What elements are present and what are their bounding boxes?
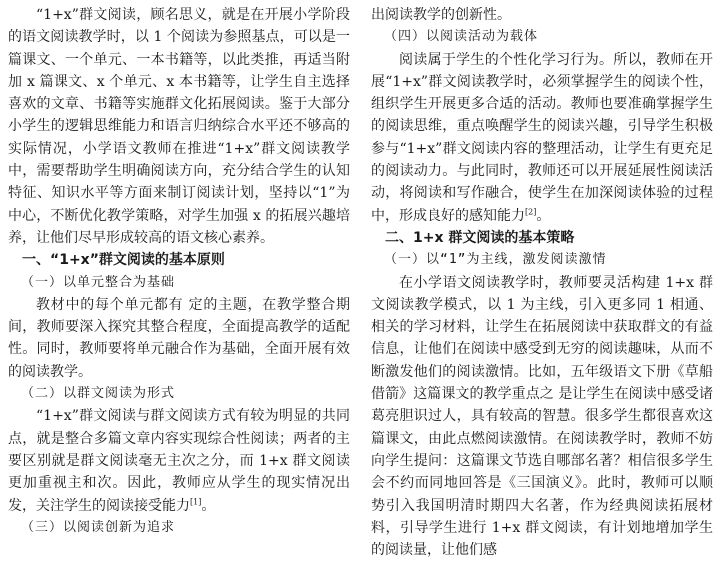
text: 教材中的每个单元都有 定的主题，在教学整合期间，教师要深入探究其整合程度，全面提高教学的适配性。同时，教师要将单元融合作为基础，全面开展有效的阅读教学。	[8, 296, 350, 380]
body-paragraph	[8, 4, 350, 249]
subsection-heading	[371, 249, 713, 271]
text-tail: 。	[536, 207, 551, 224]
text: 阅读属于学生的个性化学习行为。所以，教师在开展“1+x”群文阅读教学时，必须掌握学生的阅读个性，组织学生开展更多合适的活动。教师也要准确掌握学生的阅读思维，重点唤醒学生的阅读兴趣，引导学生积极参与“1+x”群文阅读内容的整理活动，让学生有更充足的阅读动力。与此同时，教师还可以开展延展性阅读活动，将阅读和写作融合，使学生在加深阅读体验的过程中，形成良好的感知能力	[371, 51, 713, 224]
text: （二）以群文阅读为形式	[21, 386, 176, 402]
text: 一、“1+x”群文阅读的基本原则	[22, 252, 225, 269]
text-tail: 。	[201, 497, 216, 514]
subsection-heading	[8, 383, 350, 405]
subsection-heading	[8, 517, 350, 539]
citation-marker: [1]	[190, 496, 202, 506]
body-paragraph	[8, 294, 350, 383]
text: （一）以单元整合为基础	[21, 274, 176, 290]
text: （一）以“1”为主线，激发阅读激情	[384, 252, 607, 268]
text: 出阅读教学的创新性。	[371, 7, 511, 23]
subsection-heading	[371, 26, 713, 48]
body-paragraph	[371, 272, 713, 561]
text: 在小学语文阅读教学时，教师要灵活构建 1+x 群文阅读教学模式，以 1 为主线，引入更多同 1 相通、相关的学习材料，让学生在拓展阅读中获取群文的有益信息，让他们在阅读中感受到无穷的阅读趣味，从而不断激发他们的阅读激情。比如，五年级语文下册《草船借箭》这篇课文的教学重点之 是让学生在阅读中感受诸葛亮胆识过人，具有较高的智慧。很多学生都很喜欢这篇课文，由此点燃阅读激情。在阅读教学时，教师不妨向学生提问：这篇课文节选自哪部名著？相信很多学生会不约而同地回答是《三国演义》。此时，教师可以顺势引入我国明清时期四大名著，作为经典阅读拓展材料，引导学生进行 1+x 群文阅读，有计划地增加学生的阅读量，让他们感	[371, 274, 713, 559]
left-column	[8, 4, 350, 539]
text: （四）以阅读活动为载体	[384, 29, 539, 45]
right-column	[371, 4, 713, 561]
citation-marker: [2]	[525, 207, 537, 217]
text: 二、1+x 群文阅读的基本策略	[385, 229, 575, 246]
section-heading	[371, 227, 713, 249]
body-paragraph	[8, 405, 350, 516]
section-heading	[8, 249, 350, 271]
text: “1+x”群文阅读，顾名思义，就是在开展小学阶段的语文阅读教学时，以 1 个阅读为参照基点，可以是一篇课文、一个单元、一本书籍等，以此类推，再适当附加 x 篇课文、x 个单元、x 本书籍等，让学生自主选择喜欢的文章、书籍等实施群文化拓展阅读。鉴于大部分小学生的逻辑思维能力和语言归纳综合水平还不够高的实际情况，小学语文教师在推进“1+x”群文阅读教学中，需要帮助学生明确阅读方向，充分结合学生的认知特征、知识水平等方面来制订阅读计划，坚持以“1”为中心，不断优化教学策略，对学生加强 x 的拓展兴趣培养，让他们尽早形成较高的语文核心素养。	[8, 7, 350, 246]
subsection-heading	[8, 272, 350, 294]
text: “1+x”群文阅读与群文阅读方式有较为明显的共同点，就是整合多篇文章内容实现综合性阅读；两者的主要区别就是群文阅读毫无主次之分，而 1+x 群文阅读更加重视主和次。因此，教师应从学生的现实情况出发，关注学生的阅读接受能力	[8, 408, 350, 514]
text: （三）以阅读创新为追求	[21, 519, 176, 535]
body-paragraph	[371, 49, 713, 227]
body-paragraph	[371, 4, 713, 26]
